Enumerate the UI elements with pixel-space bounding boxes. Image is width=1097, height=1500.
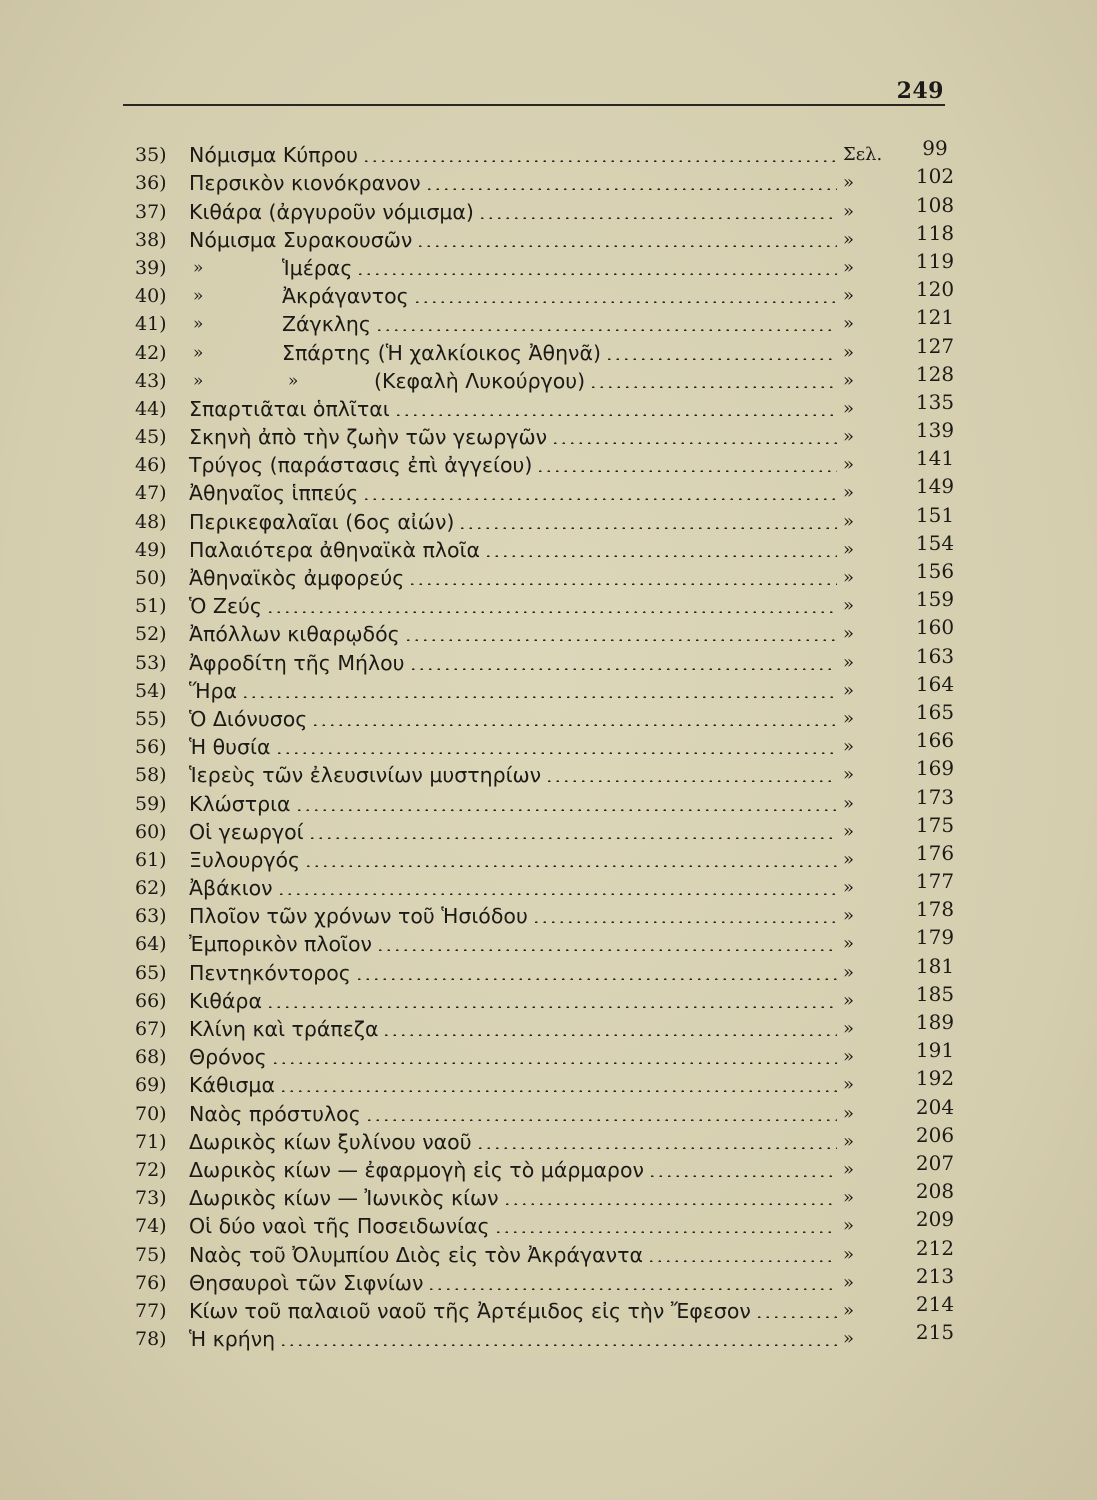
entry-number: 36) [135, 172, 167, 195]
dot-leader [476, 1147, 837, 1149]
ditto-mark: » [193, 370, 204, 391]
index-entry [135, 446, 965, 478]
entry-number: 44) [135, 397, 167, 420]
entry-page-number: 149 [915, 474, 955, 499]
entry-title: Κλίνη καὶ τράπεζα [189, 1017, 379, 1041]
entry-number: 41) [135, 313, 167, 336]
entry-page-number: 185 [915, 981, 955, 1006]
entry-number: 48) [135, 510, 167, 533]
page-ref-label: » [843, 256, 855, 278]
entry-title: Δωρικὸς κίων ξυλίνου ναοῦ [189, 1129, 472, 1154]
entry-number: 51) [135, 595, 167, 618]
dot-leader [605, 358, 837, 360]
entry-title: Κίων τοῦ παλαιοῦ ναοῦ τῆς Ἀρτέμιδος εἰς τὴν Ἔφεσον [189, 1298, 751, 1323]
dot-leader [279, 1090, 837, 1092]
ditto-mark: » [288, 370, 299, 391]
index-entry [135, 559, 965, 591]
entry-number: 65) [135, 961, 167, 984]
page-ref-label: » [843, 285, 855, 307]
dot-leader [458, 527, 837, 529]
ditto-mark: » [193, 257, 204, 278]
entry-page-number: 213 [915, 1263, 955, 1288]
index-entry [135, 1038, 965, 1070]
entry-page-number: 128 [915, 361, 955, 386]
entry-number: 62) [135, 877, 167, 900]
entry-page-number: 121 [915, 305, 955, 330]
page-ref-label: » [843, 369, 855, 391]
index-entry [135, 869, 965, 901]
entry-page-number: 204 [915, 1094, 955, 1119]
index-entry [135, 1010, 965, 1042]
page-ref-label: » [843, 792, 855, 814]
entry-number: 55) [135, 707, 167, 730]
entry-number: 43) [135, 369, 167, 392]
entry-title: Σπαρτιᾶται ὁπλῖται [189, 396, 390, 421]
dot-leader [311, 724, 837, 726]
entry-title: Νόμισμα Κύπρου [189, 143, 358, 168]
index-entry [135, 277, 965, 309]
page-ref-label: » [843, 454, 855, 476]
dot-leader [376, 949, 837, 951]
entry-number: 66) [135, 989, 167, 1012]
entry-title: Θησαυροὶ τῶν Σιφνίων [189, 1270, 424, 1295]
index-entry [135, 953, 965, 985]
page-ref-label: » [843, 933, 855, 955]
entry-page-number: 166 [915, 728, 955, 753]
index-entry [135, 643, 965, 675]
entry-number: 77) [135, 1299, 167, 1322]
entry-page-number: 214 [915, 1291, 955, 1316]
page-ref-label: » [843, 905, 855, 927]
index-entry [135, 164, 965, 196]
entry-title: Κάθισμα [189, 1073, 275, 1098]
entry-title: Ἡ κρήνη [189, 1327, 276, 1352]
index-entry [135, 1122, 965, 1155]
entry-title: Παλαιότερα ἀθηναϊκὰ πλοῖα [189, 537, 481, 562]
page-ref-label: » [843, 538, 855, 560]
index-entry [135, 699, 965, 732]
entry-number: 74) [135, 1215, 167, 1238]
entry-title: Ξυλουργός [189, 847, 301, 872]
entry-title: Θρόνος [189, 1045, 267, 1070]
page-ref-label: » [843, 1328, 855, 1350]
index-entry [135, 1263, 965, 1296]
index-entry [135, 1291, 965, 1324]
entry-title: Κιθάρα (ἀργυροῦν νόμισμα) [189, 199, 474, 224]
dot-leader [356, 273, 837, 275]
page-ref-label: » [843, 764, 855, 786]
entry-page-number: 192 [915, 1066, 955, 1091]
page-ref-label: » [843, 1299, 855, 1321]
dot-leader [427, 1288, 837, 1290]
entry-page-number: 181 [915, 953, 955, 978]
entry-number: 60) [135, 820, 167, 843]
dot-leader [295, 809, 837, 811]
entry-number: 63) [135, 905, 167, 928]
index-entry [135, 1150, 965, 1183]
dot-leader [241, 696, 837, 698]
entry-title: Ναὸς πρόστυλος [189, 1101, 361, 1126]
entry-page-number: 207 [915, 1150, 955, 1175]
entry-number: 45) [135, 426, 167, 449]
entry-number: 67) [135, 1018, 167, 1040]
entry-page-number: 175 [915, 812, 955, 837]
entry-title: Δωρικὸς κίων — Ἰωνικὸς κίων [189, 1186, 499, 1211]
page-ref-label: » [843, 623, 855, 645]
entry-page-number: 215 [915, 1320, 955, 1345]
entry-number: 49) [135, 538, 167, 561]
dot-leader [589, 386, 837, 388]
index-entry [135, 671, 965, 704]
page-ref-label: » [843, 1130, 855, 1152]
dot-leader [425, 188, 837, 190]
entry-title: Ἀφροδίτη τῆς Μήλου [189, 650, 405, 675]
entry-number: 52) [135, 623, 167, 646]
entry-page-number: 119 [915, 248, 955, 273]
index-entry [135, 1066, 965, 1098]
page-ref-label: » [843, 877, 855, 899]
entry-number: 58) [135, 764, 167, 787]
index-entry [135, 220, 965, 253]
entry-number: 75) [135, 1243, 167, 1266]
page-ref-label: » [843, 426, 855, 448]
page-ref-label: » [843, 1243, 855, 1265]
page-ref-label: » [843, 651, 855, 673]
entry-number: 73) [135, 1187, 167, 1210]
dot-leader [382, 1034, 837, 1036]
dot-leader [375, 329, 837, 331]
entry-page-number: 179 [915, 925, 955, 950]
entry-number: 40) [135, 285, 167, 308]
dot-leader [494, 1231, 837, 1233]
page-number: 249 [896, 78, 944, 104]
entry-page-number: 169 [915, 756, 955, 781]
index-entry [135, 728, 965, 760]
entry-number: 61) [135, 848, 167, 871]
dot-leader [536, 470, 837, 472]
entry-title: Ἱμέρας [282, 255, 353, 280]
entry-number: 46) [135, 454, 167, 477]
dot-leader [271, 1062, 837, 1064]
entry-title: Ὁ Διόνυσος [189, 706, 308, 731]
page-ref-label: » [843, 172, 855, 194]
page-ref-label: » [843, 1074, 855, 1096]
entry-number: 47) [135, 482, 167, 505]
entry-number: 71) [135, 1130, 167, 1153]
page-ref-label: » [843, 397, 855, 419]
entry-page-number: 177 [915, 869, 955, 894]
dot-leader [478, 217, 837, 219]
dot-leader [647, 1260, 837, 1262]
index-entry [135, 192, 965, 224]
entry-page-number: 165 [915, 699, 955, 724]
entry-title: Νόμισμα Συρακουσῶν [189, 227, 413, 252]
ditto-mark: » [193, 342, 204, 363]
index-entry [135, 502, 965, 534]
dot-leader [755, 1316, 837, 1318]
dot-leader [266, 611, 837, 613]
entry-number: 56) [135, 736, 167, 759]
index-entry [135, 418, 965, 450]
index-entry [135, 897, 965, 929]
entry-title: Ναὸς τοῦ Ὀλυμπίου Διὸς εἰς τὸν Ἀκράγαντα [189, 1242, 643, 1267]
entry-number: 35) [135, 144, 167, 167]
entry-page-number: 118 [915, 220, 955, 245]
page-ref-label: » [843, 510, 855, 532]
dot-leader [404, 639, 837, 641]
dot-leader [409, 668, 837, 670]
dot-leader [545, 780, 837, 782]
index-entry [135, 305, 965, 337]
entry-title: Πλοῖον τῶν χρόνων τοῦ Ἡσιόδου [189, 904, 528, 929]
ditto-mark: » [193, 286, 204, 307]
index-entry [135, 1235, 965, 1267]
dot-leader [503, 1203, 837, 1205]
page-ref-label: » [843, 961, 855, 983]
entry-title: Σπάρτης (Ἡ χαλκίοικος Ἀθηνᾶ) [282, 340, 602, 365]
entry-page-number: 108 [915, 192, 955, 217]
page-ref-label: » [843, 1271, 855, 1293]
index-entry [135, 1094, 965, 1126]
entry-number: 50) [135, 567, 167, 589]
page-ref-label: » [843, 1158, 855, 1180]
entry-title: Πεντηκόντορος [189, 960, 351, 985]
entry-number: 78) [135, 1328, 167, 1351]
index-entry [135, 981, 965, 1014]
entry-page-number: 139 [915, 418, 955, 443]
entry-title: Περσικὸν κιονόκρανον [189, 171, 421, 196]
entry-number: 39) [135, 256, 167, 279]
index-entry [135, 925, 965, 957]
entry-number: 64) [135, 933, 167, 956]
dot-leader [416, 245, 837, 247]
entry-number: 38) [135, 228, 167, 251]
entry-page-number: 120 [915, 277, 955, 302]
page-ref-label: » [843, 1018, 855, 1039]
entry-title: Τρύγος (παράστασις ἐπὶ ἀγγείου) [189, 453, 533, 478]
entry-page-number: 173 [915, 784, 955, 809]
index-entry [135, 530, 965, 563]
index-entry [135, 136, 965, 168]
page-ref-label: » [843, 1102, 855, 1124]
page-ref-label: » [843, 736, 855, 758]
entry-number: 70) [135, 1102, 167, 1125]
entry-title: Κλώστρια [189, 791, 291, 816]
index-entry [135, 784, 965, 816]
entry-title: Ἀθηναϊκὸς ἀμφορεύς [189, 566, 405, 590]
dot-leader [551, 442, 837, 444]
entry-number: 59) [135, 792, 167, 815]
entry-page-number: 156 [915, 559, 955, 583]
index-entry [135, 840, 965, 873]
page-ref-label: » [843, 679, 855, 701]
entry-page-number: 154 [915, 530, 955, 555]
entry-page-number: 189 [915, 1010, 955, 1034]
entry-title: Ἀβάκιον [189, 876, 273, 901]
entry-page-number: 164 [915, 671, 955, 696]
page-ref-label: » [843, 1046, 855, 1068]
index-entry [135, 756, 965, 788]
page-ref-label: » [843, 567, 855, 588]
page-ref-label: » [843, 313, 855, 335]
entry-page-number: 151 [915, 502, 955, 527]
page-ref-label: » [843, 820, 855, 842]
page-ref-label: » [843, 595, 855, 617]
entry-title: Ἡ θυσία [189, 735, 271, 760]
entry-title: Ἀπόλλων κιθαρῳδός [189, 622, 400, 647]
entry-number: 54) [135, 679, 167, 702]
entry-title: Κιθάρα [189, 988, 262, 1013]
index-entry [135, 587, 965, 619]
entry-title: Σκηνὴ ἀπὸ τὴν ζωὴν τῶν γεωργῶν [189, 425, 548, 450]
index-entry [135, 474, 965, 506]
entry-title: Ἥρα [189, 678, 238, 703]
entry-title: Ἀκράγαντος [282, 284, 409, 309]
entry-title: Ὁ Ζεύς [189, 594, 262, 619]
entry-page-number: 212 [915, 1235, 955, 1260]
index-entry [135, 1320, 965, 1352]
index-entry [135, 361, 965, 394]
index-entry [135, 812, 965, 845]
dot-leader [308, 837, 837, 839]
entry-page-number: 209 [915, 1207, 955, 1232]
dot-leader [408, 583, 837, 585]
entry-page-number: 102 [915, 164, 955, 189]
entry-title: Οἱ δύο ναοὶ τῆς Ποσειδωνίας [189, 1214, 490, 1239]
entry-number: 53) [135, 651, 167, 674]
dot-leader [362, 160, 837, 162]
page-ref-label: » [843, 482, 855, 504]
entry-page-number: 208 [915, 1179, 955, 1204]
entry-title: Ἀθηναῖος ἱππεύς [189, 481, 359, 506]
entry-page-number: 135 [915, 389, 955, 414]
page-ref-label: » [843, 200, 855, 222]
entry-title: Περικεφαλαῖαι (6ος αἰών) [189, 509, 455, 534]
entry-page-number: 191 [915, 1038, 955, 1063]
page-ref-label: » [843, 848, 855, 870]
dot-leader [277, 893, 837, 895]
page-ref-label: Σελ. [843, 144, 883, 166]
index-entry [135, 389, 965, 422]
entry-page-number: 141 [915, 446, 955, 471]
dot-leader [304, 865, 837, 867]
entry-page-number: 178 [915, 897, 955, 922]
entry-number: 68) [135, 1046, 167, 1069]
page-ref-label: » [843, 707, 855, 729]
dot-leader [394, 414, 837, 416]
page-ref-label: » [843, 1187, 855, 1209]
entry-title: Ἐμπορικὸν πλοῖον [189, 932, 372, 957]
dot-leader [275, 752, 838, 754]
dot-leader [365, 1119, 837, 1121]
entry-title: Δωρικὸς κίων — ἐφαρμογὴ εἰς τὸ μάρμαρον [189, 1157, 644, 1182]
dot-leader [532, 921, 837, 923]
index-entry [135, 333, 965, 365]
entry-page-number: 127 [915, 333, 955, 358]
entry-page-number: 99 [922, 136, 948, 161]
dot-leader [279, 1344, 837, 1346]
entry-title: Ἱερεὺς τῶν ἐλευσινίων μυστηρίων [189, 763, 542, 788]
entry-number: 69) [135, 1074, 167, 1097]
header-rule [123, 104, 945, 106]
entry-title: (Κεφαλὴ Λυκούργου) [374, 368, 586, 393]
index-entry [135, 248, 965, 281]
entry-number: 42) [135, 341, 167, 364]
entry-number: 76) [135, 1271, 167, 1294]
entry-page-number: 160 [915, 615, 955, 640]
entry-number: 72) [135, 1158, 167, 1181]
index-entry [135, 1207, 965, 1239]
entry-title: Ζάγκλης [282, 312, 371, 337]
page-ref-label: » [843, 989, 855, 1011]
entry-page-number: 176 [915, 840, 955, 865]
index-entry [135, 1179, 965, 1211]
illustrations-index [135, 136, 965, 1352]
dot-leader [648, 1175, 837, 1177]
index-entry [135, 615, 965, 647]
dot-leader [413, 301, 837, 303]
entry-number: 37) [135, 200, 167, 223]
page-ref-label: » [843, 228, 855, 250]
page-ref-label: » [843, 1215, 855, 1237]
dot-leader [484, 555, 837, 557]
entry-page-number: 163 [915, 643, 955, 668]
dot-leader [355, 978, 837, 980]
entry-title: Οἱ γεωργοί [189, 819, 304, 844]
entry-page-number: 206 [915, 1122, 955, 1147]
dot-leader [266, 1006, 837, 1008]
dot-leader [362, 498, 837, 500]
entry-page-number: 159 [915, 587, 955, 612]
page-ref-label: » [843, 341, 855, 363]
ditto-mark: » [193, 314, 204, 335]
